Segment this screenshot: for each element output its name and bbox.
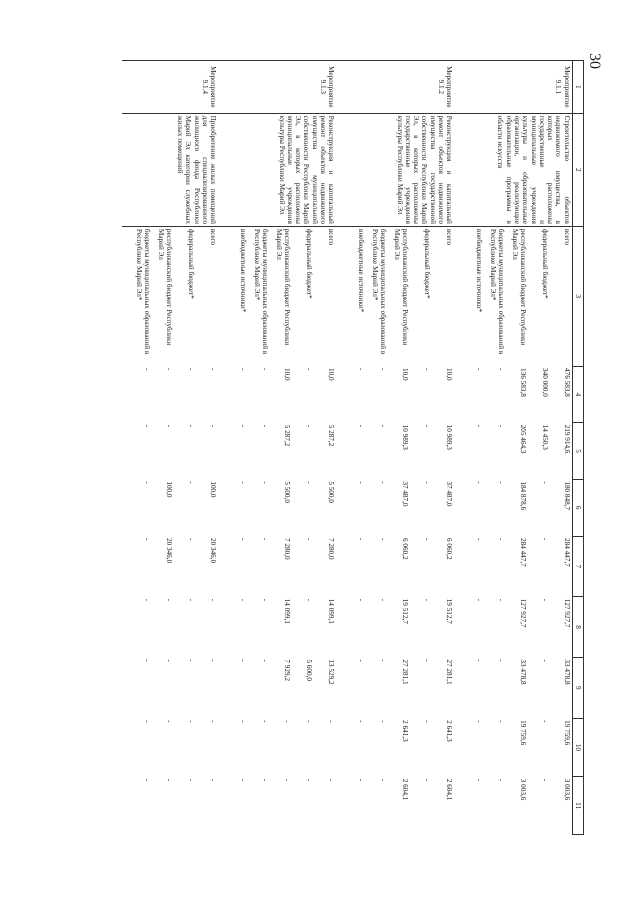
amount-cell: -	[187, 538, 196, 541]
amount-cell: -	[165, 598, 174, 602]
table-row	[314, 61, 336, 835]
amount-cell: 14 450,3	[541, 424, 550, 450]
amount-cell: -	[423, 659, 432, 662]
amount-cell: 284 447,7	[519, 538, 528, 567]
header-cell: 9	[572, 657, 583, 718]
amount-cell: 19 512,7	[445, 598, 454, 624]
measure-name: Строительство объектов недвижимого имущества, в которых расположены государственные и муниципальные учреждения культуры и образовательные организации, реализующие образовательные программы в области искусств	[454, 113, 572, 226]
amount-cell: -	[357, 659, 366, 662]
amount-cell: 184 878,6	[519, 481, 528, 511]
funding-source: бюджеты муниципальных образований в Республике Марий Эл*	[252, 228, 270, 355]
amount-cell: -	[305, 720, 314, 723]
funding-source: федеральный бюджет*	[541, 228, 550, 299]
amount-cell: -	[497, 538, 506, 541]
amount-cell: 7 280,0	[283, 538, 292, 560]
amount-cell: 27 281,1	[445, 659, 454, 685]
amount-cell: 5 287,2	[327, 424, 336, 447]
amount-cell: -	[423, 368, 432, 371]
amount-cell: 19 512,7	[401, 598, 410, 624]
amount-cell: -	[305, 481, 314, 484]
amount-cell: -	[143, 424, 152, 428]
amount-cell: -	[187, 778, 196, 782]
amount-cell: 5 600,0	[305, 659, 314, 681]
amount-cell: -	[541, 659, 550, 662]
amount-cell: 5 500,0	[327, 481, 336, 503]
amount-cell: -	[379, 598, 388, 602]
amount-cell: 2 641,3	[401, 720, 410, 742]
amount-cell: 2 641,3	[445, 720, 454, 742]
header-row	[572, 61, 583, 835]
funding-source: всего	[327, 228, 336, 246]
header-cell: 4	[572, 366, 583, 423]
funding-source: республиканский бюджет Республики Марий Эл	[274, 228, 292, 346]
measure-code: Мероприятие 9.1.1	[454, 61, 572, 114]
amount-cell: 6 060,2	[401, 538, 410, 560]
amount-cell: -	[541, 720, 550, 723]
amount-cell: -	[261, 778, 270, 782]
page-number: 30	[586, 53, 603, 69]
funding-source: федеральный бюджет*	[423, 228, 432, 299]
amount-cell: 205 464,3	[519, 424, 528, 454]
amount-cell: -	[261, 598, 270, 602]
amount-cell: -	[187, 368, 196, 371]
amount-cell: 100,0	[165, 481, 174, 498]
amount-cell: 5 287,2	[283, 424, 292, 447]
amount-cell: 27 281,1	[401, 659, 410, 685]
amount-cell: -	[209, 720, 218, 723]
amount-cell: -	[379, 424, 388, 428]
amount-cell: -	[327, 720, 336, 723]
funding-source: республиканский бюджет Республики Марий Эл	[392, 228, 410, 346]
amount-cell: 37 487,0	[445, 481, 454, 507]
amount-cell: 19 759,6	[562, 720, 571, 746]
funding-source: бюджеты муниципальных образований в Республике Марий Эл*	[134, 228, 152, 355]
amount-cell: -	[209, 778, 218, 782]
funding-source: федеральный бюджет*	[187, 228, 196, 299]
amount-cell: -	[497, 720, 506, 723]
amount-cell: -	[541, 598, 550, 602]
amount-cell: -	[209, 424, 218, 428]
amount-cell: -	[357, 778, 366, 782]
funding-source: бюджеты муниципальных образований в Республике Марий Эл*	[488, 228, 506, 355]
amount-cell: -	[209, 659, 218, 662]
funding-source: республиканский бюджет Республики Марий Эл	[510, 228, 528, 346]
amount-cell: -	[261, 538, 270, 541]
amount-cell: -	[475, 481, 484, 484]
header-cell: 7	[572, 536, 583, 597]
amount-cell: -	[143, 368, 152, 371]
amount-cell: -	[357, 720, 366, 723]
funding-source: федеральный бюджет*	[305, 228, 314, 299]
amount-cell: -	[541, 538, 550, 541]
amount-cell: -	[475, 368, 484, 371]
amount-cell: -	[497, 368, 506, 371]
amount-cell: 13 529,2	[327, 659, 336, 685]
budget-table	[122, 60, 584, 835]
amount-cell: -	[423, 778, 432, 782]
funding-source: республиканский бюджет Республики Марий Эл	[156, 228, 174, 346]
amount-cell: -	[239, 720, 248, 723]
amount-cell: -	[475, 424, 484, 428]
amount-cell: -	[423, 720, 432, 723]
amount-cell: 10,0	[283, 368, 292, 381]
header-cell: 5	[572, 423, 583, 480]
measure-name: Приобретение жилых помещений для специализированного жилищного фонда Республики Марий Эл категории служебных жилых помещений	[122, 113, 218, 226]
funding-source: всего	[445, 228, 454, 246]
amount-cell: -	[283, 778, 292, 782]
amount-cell: -	[165, 659, 174, 662]
amount-cell: -	[165, 720, 174, 723]
measure-code: Мероприятие 9.1.2	[336, 61, 454, 114]
amount-cell: 6 060,2	[445, 538, 454, 560]
amount-cell: -	[187, 720, 196, 723]
amount-cell: -	[239, 778, 248, 782]
amount-cell: -	[357, 481, 366, 484]
amount-cell: -	[261, 720, 270, 723]
amount-cell: 127 927,7	[562, 598, 571, 628]
header-cell: 8	[572, 597, 583, 658]
amount-cell: -	[187, 481, 196, 484]
amount-cell: -	[305, 538, 314, 541]
amount-cell: -	[187, 424, 196, 428]
amount-cell: 33 478,8	[562, 659, 571, 685]
header-cell: 6	[572, 479, 583, 536]
amount-cell: -	[143, 538, 152, 541]
amount-cell: 14 099,1	[283, 598, 292, 624]
amount-cell: -	[497, 424, 506, 428]
amount-cell: 37 487,0	[401, 481, 410, 507]
amount-cell: -	[475, 778, 484, 782]
amount-cell: -	[327, 778, 336, 782]
header-cell: 10	[572, 718, 583, 777]
amount-cell: -	[379, 368, 388, 371]
amount-cell: -	[379, 720, 388, 723]
amount-cell: 2 604,1	[445, 778, 454, 801]
amount-cell: 3 003,6	[519, 778, 528, 801]
funding-source: бюджеты муниципальных образований в Республике Марий Эл*	[370, 228, 388, 355]
amount-cell: -	[261, 481, 270, 484]
amount-cell: 20 346,0	[165, 538, 174, 564]
amount-cell: 2 604,1	[401, 778, 410, 801]
amount-cell: -	[261, 659, 270, 662]
amount-cell: 180 848,7	[562, 481, 571, 511]
table-body	[122, 61, 572, 835]
amount-cell: -	[475, 659, 484, 662]
header-cell: 11	[572, 777, 583, 835]
amount-cell: 19 759,6	[519, 720, 528, 746]
amount-cell: 10 989,3	[401, 424, 410, 450]
amount-cell: 127 927,7	[519, 598, 528, 628]
amount-cell: -	[143, 481, 152, 484]
table-row	[432, 61, 454, 835]
amount-cell: -	[283, 720, 292, 723]
amount-cell: -	[239, 424, 248, 428]
amount-cell: 20 346,0	[209, 538, 218, 564]
amount-cell: -	[423, 538, 432, 541]
amount-cell: 219 914,6	[562, 424, 571, 454]
amount-cell: 33 478,8	[519, 659, 528, 685]
funding-source: всего	[562, 228, 571, 246]
amount-cell: -	[379, 538, 388, 541]
amount-cell: 3 003,6	[562, 778, 571, 801]
amount-cell: -	[187, 659, 196, 662]
amount-cell: -	[261, 368, 270, 371]
amount-cell: -	[165, 424, 174, 428]
amount-cell: -	[239, 481, 248, 484]
amount-cell: -	[239, 598, 248, 602]
amount-cell: 10,0	[401, 368, 410, 381]
amount-cell: 5 500,0	[283, 481, 292, 503]
table-row	[196, 61, 218, 835]
amount-cell: -	[305, 424, 314, 428]
amount-cell: 476 583,8	[562, 368, 571, 397]
amount-cell: 10,0	[327, 368, 336, 381]
budget-table-sheet	[104, 60, 584, 835]
amount-cell: -	[143, 659, 152, 662]
amount-cell: -	[239, 368, 248, 371]
amount-cell: -	[305, 368, 314, 371]
amount-cell: -	[357, 538, 366, 541]
amount-cell: -	[357, 424, 366, 428]
amount-cell: -	[379, 481, 388, 484]
header-cell: 3	[572, 226, 583, 366]
amount-cell: -	[143, 720, 152, 723]
amount-cell: -	[305, 598, 314, 602]
amount-cell: 7 280,0	[327, 538, 336, 560]
amount-cell: -	[541, 481, 550, 484]
amount-cell: -	[497, 481, 506, 484]
amount-cell: 284 447,7	[562, 538, 571, 567]
amount-cell: -	[379, 659, 388, 662]
amount-cell: -	[497, 778, 506, 782]
amount-cell: 10 989,3	[445, 424, 454, 450]
amount-cell: 136 583,8	[519, 368, 528, 397]
amount-cell: -	[209, 368, 218, 371]
table-row	[550, 61, 572, 835]
amount-cell: -	[357, 368, 366, 371]
amount-cell: -	[165, 778, 174, 782]
amount-cell: 100,0	[209, 481, 218, 498]
amount-cell: -	[497, 659, 506, 662]
amount-cell: -	[305, 778, 314, 782]
measure-code: Мероприятие 9.1.3	[218, 61, 336, 114]
amount-cell: 7 929,2	[283, 659, 292, 681]
amount-cell: -	[423, 424, 432, 428]
amount-cell: -	[143, 778, 152, 782]
amount-cell: -	[379, 778, 388, 782]
funding-source: внебюджетные источники*	[475, 228, 484, 313]
amount-cell: 14 099,1	[327, 598, 336, 624]
amount-cell: -	[475, 720, 484, 723]
header-cell: 1	[572, 61, 583, 114]
amount-cell: -	[497, 598, 506, 602]
amount-cell: -	[187, 598, 196, 602]
measure-name: Реконструкция и капитальный ремонт объектов недвижимого имущества муниципальной собственности Республики Марий Эл, в которых расположены муниципальные учреждения культуры Республики Марий Эл	[218, 113, 336, 226]
amount-cell: -	[239, 538, 248, 541]
header-cell: 2	[572, 113, 583, 226]
funding-source: всего	[209, 228, 218, 246]
amount-cell: -	[357, 598, 366, 602]
funding-source: внебюджетные источники*	[239, 228, 248, 313]
amount-cell: -	[209, 598, 218, 602]
amount-cell: -	[261, 424, 270, 428]
amount-cell: -	[541, 778, 550, 782]
amount-cell: -	[423, 598, 432, 602]
measure-name: Реконструкция и капитальный ремонт объектов недвижимого имущества государственной собственности Республики Марий Эл, в которых расположены государственные учреждения культуры Республики Марий Эл	[336, 113, 454, 226]
amount-cell: -	[423, 481, 432, 484]
amount-cell: -	[239, 659, 248, 662]
amount-cell: -	[143, 598, 152, 602]
measure-code: Мероприятие 9.1.4	[122, 61, 218, 114]
amount-cell: -	[475, 538, 484, 541]
amount-cell: -	[475, 598, 484, 602]
amount-cell: 340 000,0	[541, 368, 550, 397]
funding-source: внебюджетные источники*	[357, 228, 366, 313]
amount-cell: 10,0	[445, 368, 454, 381]
amount-cell: -	[165, 368, 174, 371]
